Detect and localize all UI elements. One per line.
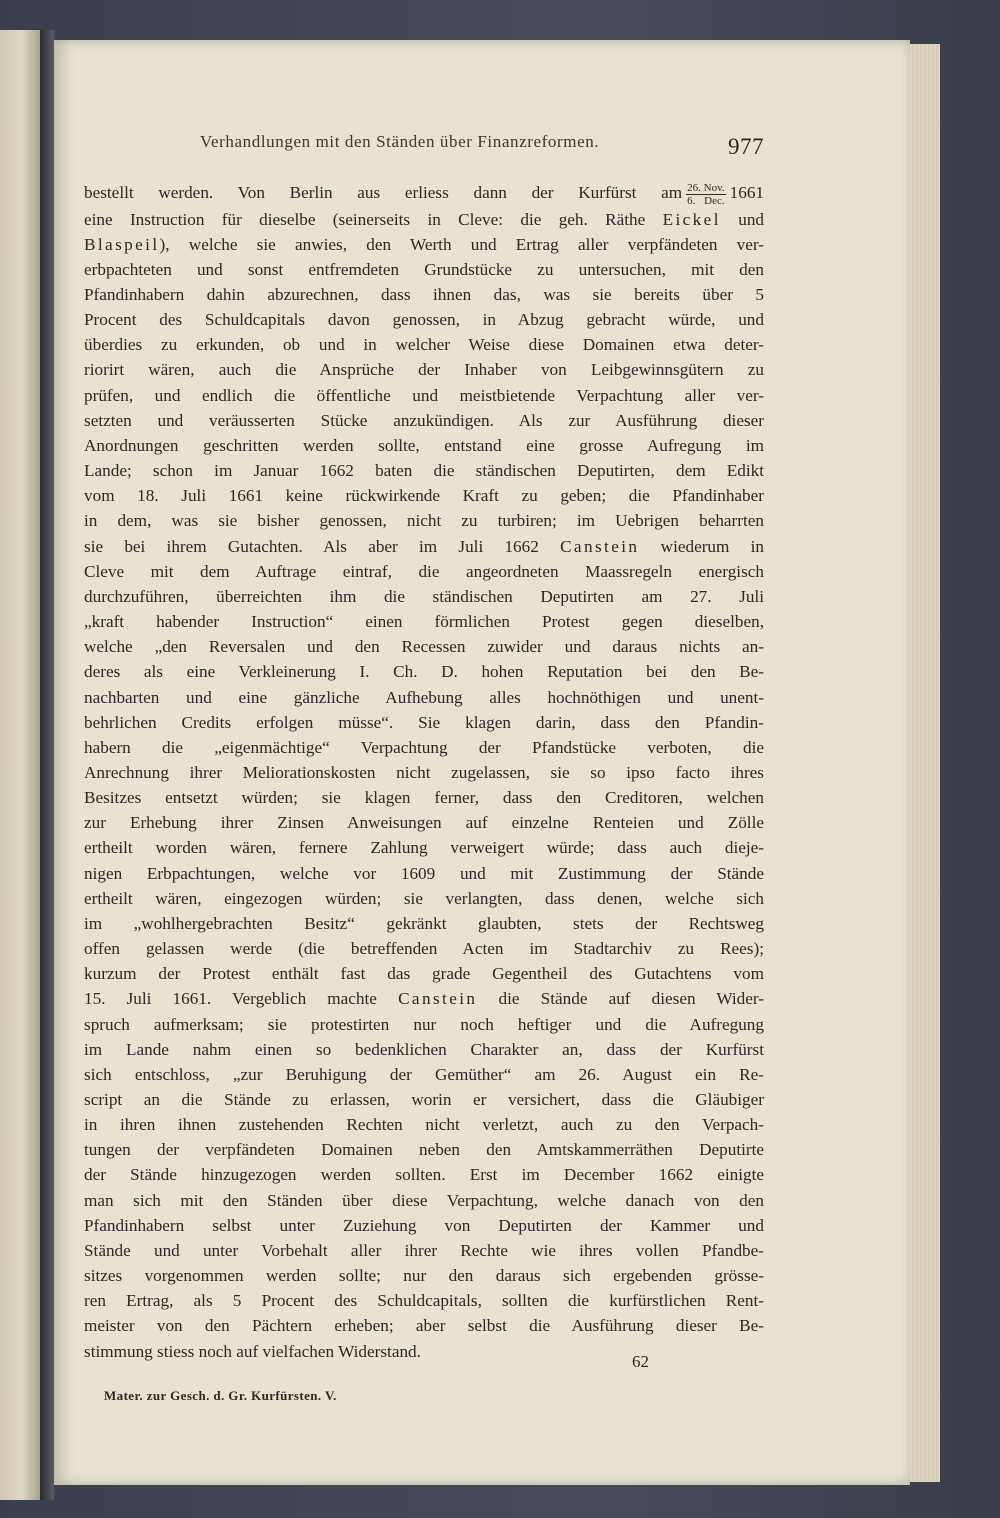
text-line: deres als eine Verkleinerung I. Ch. D. hohen Reputation bei den Be- [84, 662, 764, 682]
text-line: „kraft habender Instruction“ einen förmlichen Protest gegen dieselben, [84, 612, 764, 632]
text-line: prüfen, und endlich die öffentliche und meistbietende Verpachtung aller ver- [84, 385, 764, 405]
text-line: Besitzes entsetzt würden; sie klagen ferner, dass den Creditoren, welchen [84, 788, 764, 808]
text-line: Anordnungen geschritten werden sollte, entstand eine grosse Aufregung im [84, 435, 764, 455]
text-line: kurzum der Protest enthält fast das grade Gegentheil des Gutachtens vom [84, 964, 764, 984]
text-line: spruch aufmerksam; sie protestirten nur noch heftiger und die Aufregung [84, 1014, 764, 1034]
text-line: in dem, was sie bisher genossen, nicht zu turbiren; im Uebrigen beharrten [84, 511, 764, 531]
text-line: behrlichen Credits erfolgen müsse“. Sie klagen darin, dass den Pfandin- [84, 712, 764, 732]
text-line: im „wohlhergebrachten Besitz“ gekränkt glaubten, stets der Rechtsweg [84, 913, 764, 933]
text-line: sich entschloss, „zur Beruhigung der Gemüther“ am 26. August ein Re- [84, 1064, 764, 1084]
text-line: script an die Stände zu erlassen, worin er versichert, dass die Gläubiger [84, 1090, 764, 1110]
left-page-edge [0, 30, 40, 1500]
text-line: 15. Juli 1661. Vergeblich machte Canstein die Stände auf diesen Wider- [84, 989, 764, 1009]
footer-imprint: Mater. zur Gesch. d. Gr. Kurfürsten. V. [104, 1388, 337, 1403]
text-line: ertheilt worden wären, fernere Zahlung verweigert würde; dass auch dieje- [84, 838, 764, 858]
text-line: riorirt wären, auch die Ansprüche der Inhaber von Leibgewinnsgütern zu [84, 360, 764, 380]
text-line: sitzes vorgenommen werden sollte; nur den daraus sich ergebenden grösse- [84, 1266, 764, 1286]
text-line: offen gelassen werde (die betreffenden Acten im Stadtarchiv zu Rees); [84, 939, 764, 959]
signature-mark: 62 [632, 1352, 649, 1371]
text-line: der Stände hinzugezogen werden sollten. Erst im December 1662 einigte [84, 1165, 764, 1185]
text-line: vom 18. Juli 1661 keine rückwirkende Kraft zu geben; die Pfandinhaber [84, 486, 764, 506]
text-line: ertheilt wären, eingezogen würden; sie verlangten, dass denen, welche sich [84, 888, 764, 908]
text-line: meister von den Pächtern erheben; aber selbst die Ausführung dieser Be- [84, 1316, 764, 1336]
text-line: ren Ertrag, als 5 Procent des Schuldcapitals, sollten die kurfürstlichen Rent- [84, 1291, 764, 1311]
text-line: Anrechnung ihrer Meliorationskosten nicht zugelassen, sie so ipso facto ihres [84, 762, 764, 782]
date-fraction: $\frac{\text{26. Nov.}}{\text{6. Dec.}}$ [687, 181, 725, 207]
text-line: Cleve mit dem Auftrage eintraf, die angeordneten Maassregeln energisch [84, 561, 764, 581]
text-line: Blaspeil), welche sie anwies, den Werth und Ertrag aller verpfändeten ver- [84, 234, 764, 254]
text-line: nigen Erbpachtungen, welche vor 1609 und mit Zustimmung der Stände [84, 863, 764, 883]
page-number: 977 [728, 134, 764, 159]
text-line: habern die „eigenmächtige“ Verpachtung der Pfandstücke verboten, die [84, 737, 764, 757]
text-line: stimmung stiess noch auf vielfachen Widerstand. [84, 1341, 421, 1361]
text-line: zur Erhebung ihrer Zinsen Anweisungen auf einzelne Renteien und Zölle [84, 813, 764, 833]
text-line: Pfandinhabern selbst unter Zuziehung von Deputirten der Kammer und [84, 1215, 764, 1235]
running-title: Verhandlungen mit den Ständen über Finanzreformen. [200, 132, 600, 151]
text-line: erbpachteten und sonst entfremdeten Grundstücke zu untersuchen, mit den [84, 259, 764, 279]
book-gutter [40, 30, 54, 1500]
text-line: überdies zu erkunden, ob und in welcher Weise diese Domainen etwa deter- [84, 335, 764, 355]
text-line: sie bei ihrem Gutachten. Als aber im Juli 1662 Canstein wiederum in [84, 536, 764, 556]
text-line: man sich mit den Ständen über diese Verpachtung, welche danach von den [84, 1190, 764, 1210]
text-line: setzten und veräusserten Stücke anzukündigen. Als zur Ausführung dieser [84, 410, 764, 430]
text-line: nachbarten und eine gänzliche Aufhebung alles hochnöthigen und unent- [84, 687, 764, 707]
text-line: in ihren ihnen zustehenden Rechten nicht verletzt, auch zu den Verpach- [84, 1115, 764, 1135]
text-line: Stände und unter Vorbehalt aller ihrer Rechte wie ihres vollen Pfandbe- [84, 1240, 764, 1260]
text-line: Pfandinhabern dahin abzurechnen, dass ihnen das, was sie bereits über 5 [84, 285, 764, 305]
text-line: durchzuführen, überreichten ihm die ständischen Deputirten am 27. Juli [84, 586, 764, 606]
text-line: im Lande nahm einen so bedenklichen Charakter an, dass der Kurfürst [84, 1039, 764, 1059]
text-line: Procent des Schuldcapitals davon genossen, in Abzug gebracht würde, und [84, 310, 764, 330]
page-edges [910, 44, 940, 1482]
text-line: welche „den Reversalen und den Recessen zuwider und daraus nichts an- [84, 637, 764, 657]
text-line: eine Instruction für dieselbe (seinerseits in Cleve: die geh. Räthe Eickel und [84, 209, 765, 229]
text-line: bestellt werden. Von Berlin aus erliess dann der Kurfürst am $\frac{\text{26. Nov.}}{\text{6. Dec.}}$ 1661 [84, 181, 764, 207]
body-text [84, 180, 764, 1364]
text-line: Lande; schon im Januar 1662 baten die ständischen Deputirten, dem Edikt [84, 461, 764, 481]
text-line: tungen der verpfändeten Domainen neben den Amtskammerräthen Deputirte [84, 1140, 764, 1160]
